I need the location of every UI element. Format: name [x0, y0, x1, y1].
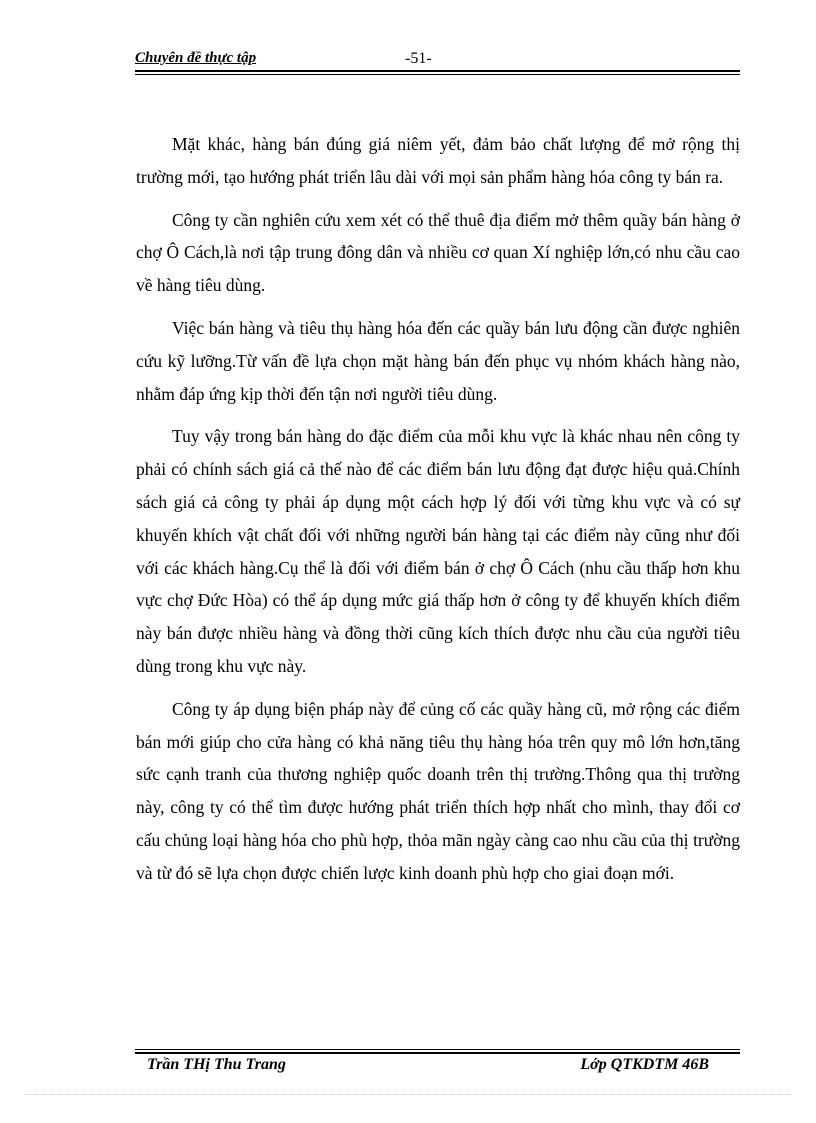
footer-author: Trần THị Thu Trang: [147, 1056, 286, 1073]
header-rule-thin: [135, 74, 740, 75]
footer-class: Lớp QTKDTM 46B: [580, 1056, 709, 1073]
page-edge-divider: [25, 1094, 791, 1095]
page-number: -51-: [405, 50, 432, 67]
footer-rule-thick: [135, 1052, 740, 1054]
paragraph-5: Công ty áp dụng biện pháp này để củng cố các quầy hàng cũ, mở rộng các điểm bán mới giúp cho cửa hàng có khả năng tiêu thụ hàng hóa trên quy mô lớn hơn,tăng sức cạnh tranh của thương nghiệp quốc doanh trên thị trường.Thông qua thị trường này, công ty có thể tìm được hướng phát triển thích hợp nhất cho mình, thay đổi cơ cấu chủng loại hàng hóa cho phù hợp, thỏa mãn ngày càng cao nhu cầu của thị trường và từ đó sẽ lựa chọn được chiến lược kinh doanh phù hợp cho giai đoạn mới.: [136, 698, 740, 883]
page-footer: [135, 1056, 740, 1078]
paragraph-2: Công ty cần nghiên cứu xem xét có thể thuê địa điểm mở thêm quầy bán hàng ở chợ Ô Cách,là nơi tập trung đông dân và nhiều cơ quan Xí nghiệp lớn,có nhu cầu cao về hàng tiêu dùng.: [136, 209, 740, 296]
paragraph-3: Việc bán hàng và tiêu thụ hàng hóa đến các quầy bán lưu động cần được nghiên cứu kỹ lưỡng.Từ vấn đề lựa chọn mặt hàng bán đến phục vụ nhóm khách hàng nào, nhằm đáp ứng kịp thời đến tận nơi người tiêu dùng.: [136, 317, 740, 404]
paragraph-4: Tuy vậy trong bán hàng do đặc điểm của mỗi khu vực là khác nhau nên công ty phải có chính sách giá cả thế nào để các điểm bán lưu động đạt được hiệu quả.Chính sách giá cả công ty phải áp dụng một cách hợp lý đối với từng khu vực và có sự khuyến khích vật chất đối với những người bán hàng tại các điểm này cũng như đối với các khách hàng.Cụ thể là đối với điểm bán ở chợ Ô Cách (nhu cầu thấp hơn khu vực chợ Đức Hòa) có thể áp dụng mức giá thấp hơn ở công ty để khuyến khích điểm này bán được nhiều hàng và đồng thời cũng kích thích được nhu cầu của người tiêu dùng trong khu vực này.: [136, 426, 740, 676]
footer-rule-thin: [135, 1049, 740, 1050]
paragraph-1: Mặt khác, hàng bán đúng giá niêm yết, đảm bảo chất lượng để mở rộng thị trường mới, tạo hướng phát triển lâu dài với mọi sản phẩm hàng hóa công ty bán ra.: [136, 134, 740, 187]
page-body: [136, 128, 740, 900]
page-header: [135, 50, 740, 70]
header-rule-thick: [135, 70, 740, 72]
header-title: Chuyên đề thực tập: [135, 50, 257, 66]
